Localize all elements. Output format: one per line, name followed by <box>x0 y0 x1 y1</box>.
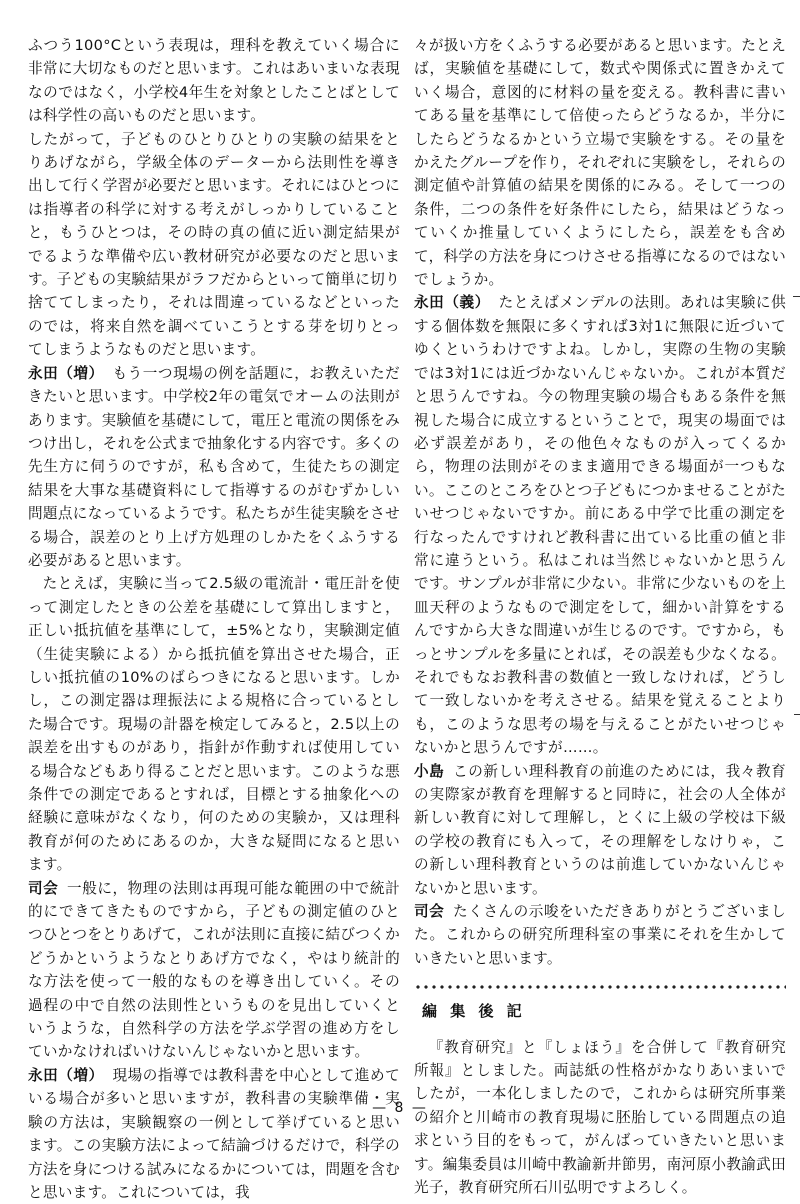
postscript-title: 編 集 後 記 <box>422 1002 526 1021</box>
paragraph-text: たとえば，実験に当って2.5級の電流計・電圧計を使って測定したときの公差を基礎にして算出しますと，正しい抵抗値を基準にして，±5%となり，実験測定値（生徒実験による）から抵抗値を算出させた場合，正しい抵抗値の10%のばらつきになると思います。しかし，この測定器は理振法による規格に合っているとした場合です。現場の計器を検定してみると，2.5以上の誤差を出すものがあり，指針が作動すれば使用している場合などもあり得ることだと思います。このような悪条件での測定であるとすれば，目標とする抽象化への経験に意味がなくなり，何のための実験か，又は理科教育が何のためにあるのか，大きな疑問になると思います。 <box>28 575 400 874</box>
postscript-text: 『教育研究』と『しょほう』を合併して『教育研究所報』としました。両誌紙の性格がかなりあいまいでしたが，一本化しましたので，これからは研究所事業の紹介と川崎市の教育現場に胚胎している問題点の追求という目的をもって，がんばっていきたいと思います。編集委員は川崎中教諭新井節男，南河原小教諭武田光子，教育研究所石川弘明ですよろしく。 <box>414 1038 786 1197</box>
paragraph-text: この新しい理科教育の前進のためには，我々教育の実際家が教育を理解すると同時に，社会の人全体が新しい教育に対して理解し，とくに上級の学校は下級の学校の教育にも入って，その理解をしなけりゃ，この新しい理科教育というのは前進していかないんじゃないかと思います。 <box>414 762 786 897</box>
paragraph <box>414 760 786 900</box>
paragraph <box>28 362 400 573</box>
paragraph-text: したがって，子どものひとりひとりの実験の結果をとりあげながら，学級全体のデーターから法則性を導き出して行く学習が必要だと思います。それにはひとつには指導者の科学に対する考えがしっかりしていることと，もうひとつは，その時の真の値に近い測定結果がでるような準備や広い教材研究が必要なのだと思います。子どもの実験結果がラフだからといって簡単に切り捨ててしまったり，それは間違っているなどといったのでは，将来自然を調べていこうとする芽を切りとってしまうようなものだと思います。 <box>28 130 400 359</box>
paragraph <box>414 900 786 970</box>
page-number: — 8 — <box>372 1100 428 1116</box>
speaker-name: 永田（義） <box>414 294 490 312</box>
paragraph <box>414 291 786 759</box>
section-divider <box>414 984 786 990</box>
right-column <box>414 34 786 1200</box>
paragraph <box>414 34 786 291</box>
margin-mark-top <box>793 296 800 297</box>
paragraph <box>28 1064 400 1204</box>
margin-mark-bottom <box>794 714 800 715</box>
paragraph-text: 一般に，物理の法則は再現可能な範囲の中で統計的にできてきたものですから，子どもの測定値のひとつひとつをとりあげて，これが法則に直接に結びつくかどうかというようなとりあげ方でなく，やはり統計的な方法を使って一般的なものを導き出していく。その過程の中で自然の法則性というものを見出していくというような，自然科学の方法を学ぶ学習の進め方をしていかなければいけないんじゃないかと思います。 <box>28 879 400 1061</box>
paragraph <box>28 34 400 128</box>
speaker-name: 司会 <box>28 879 59 897</box>
left-column <box>28 34 400 1204</box>
paragraph-text: 現場の指導では教科書を中心として進めている場合が多いと思いますが，教科書の実験準備・実験の方法は，実験観察の一例として挙げていると思います。この実験方法によって結論づけるだけで，科学の方法を身につける試みになるかについては，問題を含むと思います。これについては，我 <box>28 1066 400 1201</box>
speaker-name: 永田（増） <box>28 364 104 382</box>
speaker-name: 永田（増） <box>28 1066 104 1084</box>
paragraph <box>28 877 400 1064</box>
paragraph-text: たとえばメンデルの法則。あれは実験に供する個体数を無限に多くすれば3対1に無限に近づいてゆくというわけですよね。しかし，実際の生物の実験では3対1には近づかないんじゃないか。これが本質だと思うんですね。今の物理実験の場合もある条件を無視した場合に成立するということで，現実の場面では必ず誤差があり，その他色々なものが入ってくるから，物理の法則がそのまま適用できる場面が一つもない。ここのところをひとつ子どもにつかませることがたいせつじゃないですか。前にある中学で比重の測定を行なったんですけれど教科書に出ている比重の値と非常に違うという。私はこれは当然じゃないかと思うんです。サンプルが非常に少ない。非常に少ないものを上皿天秤のようなもので測定をして，細かい計算をするんですから大きな間違いが生じるのです。ですから，もっとサンプルを多量にとれば，その誤差も少なくなる。それでもなお教科書の数値と一致しなければ，どうして一致しないかを考えさせる。結果を覚えることよりも，このような思考の場を与えることがたいせつじゃないかと思うんですが……。 <box>414 294 786 757</box>
paragraph-text: もう一つ現場の例を話題に，お教えいただきたいと思います。中学校2年の電気でオームの法則があります。実験値を基礎にして，電圧と電流の関係をみつけ出し，それを公式まで抽象化する内容です。多くの先生方に伺うのですが，私も含めて，生徒たちの測定結果を大事な基礎資料にして指導するのがむずかしい問題点になっているようです。私たちが生徒実験をさせる場合，誤差のとり上げ方処理のしかたをくふうする必要があると思います。 <box>28 364 400 569</box>
right-dialogue <box>414 34 786 970</box>
paragraph-text: ふつう100°Cという表現は，理科を教えていく場合に非常に大切なものだと思います。これはあいまいな表現なのではなく，小学校4年生を対象としたことばとしては科学性の高いものだと思います。 <box>28 37 400 125</box>
paragraph <box>28 128 400 362</box>
speaker-name: 小島 <box>414 762 445 780</box>
paragraph <box>28 572 400 876</box>
speaker-name: 司会 <box>414 903 445 921</box>
paragraph-text: 々が扱い方をくふうする必要があると思います。たとえば，実験値を基礎にして，数式や関係式に置きかえていく場合，意図的に材料の量を変える。教科書に書いてある量を基準にして倍使ったらどうなるか，半分にしたらどうなるかという立場で実験をする。その量をかえたグループを作り，それぞれに実験をし，それらの測定値や計算値の結果を関係的にみる。そして一つの条件，二つの条件を好条件にしたら，結果はどうなっていくか推量していくようにしたら，誤差をも含めて，科学の方法を身につけさせる指導になるのではないでしょうか。 <box>414 37 786 289</box>
paragraph-text: たくさんの示唆をいただきありがとうございました。これからの研究所理科室の事業にそれを生かしていきたいと思います。 <box>414 903 786 967</box>
